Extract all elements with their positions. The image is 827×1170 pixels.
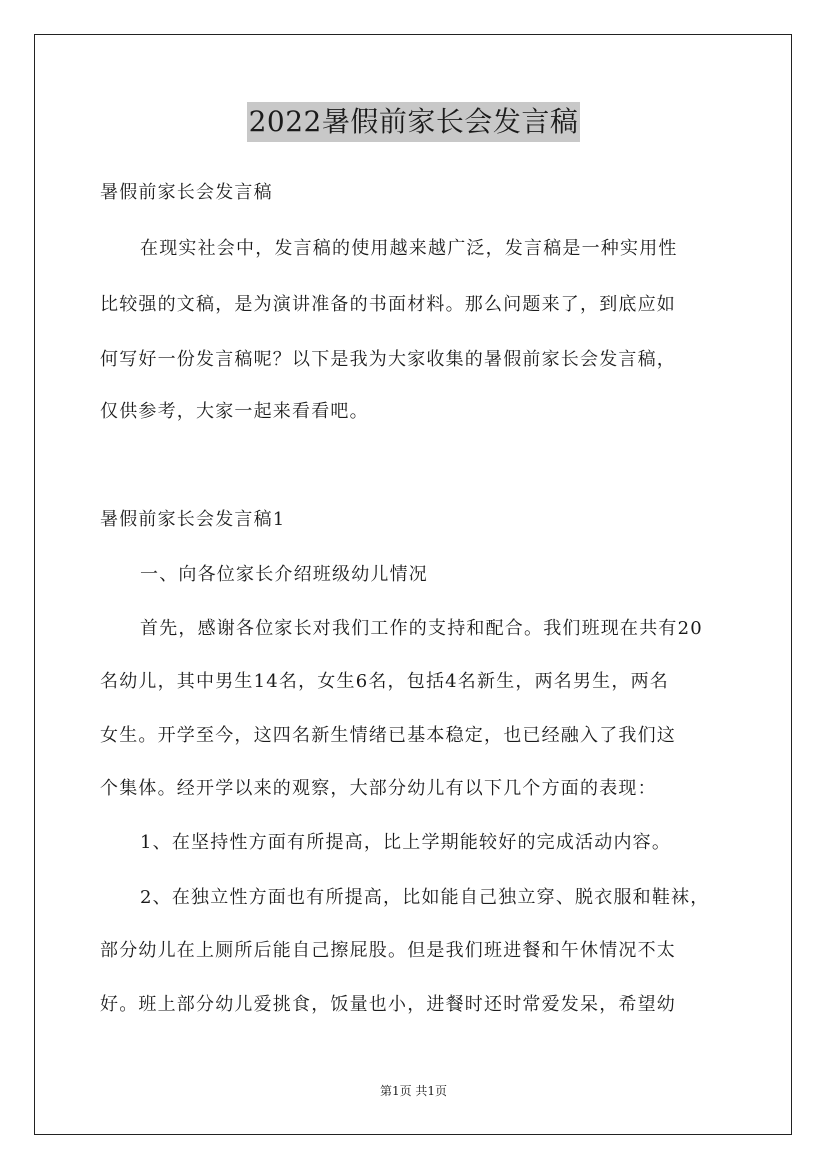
subsection-heading: 一、向各位家长介绍班级幼儿情况 <box>140 564 428 585</box>
page-footer: 第1页 共1页 <box>379 1084 448 1098</box>
paragraph-line: 女生。开学至今，这四名新生情绪已基本稳定，也已经融入了我们这 <box>100 725 676 746</box>
document-title: 2022暑假前家长会发言稿 <box>247 102 581 142</box>
paragraph-line: 名幼儿，其中男生14名，女生6名，包括4名新生，两名男生，两名 <box>100 671 670 692</box>
paragraph-line: 个集体。经开学以来的观察，大部分幼儿有以下几个方面的表现： <box>100 778 657 799</box>
paragraph-line: 首先，感谢各位家长对我们工作的支持和配合。我们班现在共有20 <box>140 618 703 639</box>
paragraph-line: 在现实社会中，发言稿的使用越来越广泛，发言稿是一种实用性 <box>140 238 678 259</box>
paragraph-line: 何写好一份发言稿呢？以下是我为大家收集的暑假前家长会发言稿， <box>100 349 676 370</box>
paragraph-line: 好。班上部分幼儿爱挑食，饭量也小，进餐时还时常爱发呆，希望幼 <box>100 994 676 1015</box>
title-container <box>0 102 827 142</box>
paragraph-line: 部分幼儿在上厕所后能自己擦屁股。但是我们班进餐和午休情况不太 <box>100 940 676 961</box>
list-item: 2、在独立性方面也有所提高，比如能自己独立穿、脱衣服和鞋袜， <box>140 887 710 908</box>
paragraph-line: 仅供参考，大家一起来看看吧。 <box>100 401 369 422</box>
paragraph-line: 比较强的文稿，是为演讲准备的书面材料。那么问题来了，到底应如 <box>100 294 676 315</box>
section-heading: 暑假前家长会发言稿1 <box>100 509 286 530</box>
list-item: 1、在坚持性方面有所提高，比上学期能较好的完成活动内容。 <box>140 832 672 853</box>
intro-heading: 暑假前家长会发言稿 <box>100 182 273 203</box>
